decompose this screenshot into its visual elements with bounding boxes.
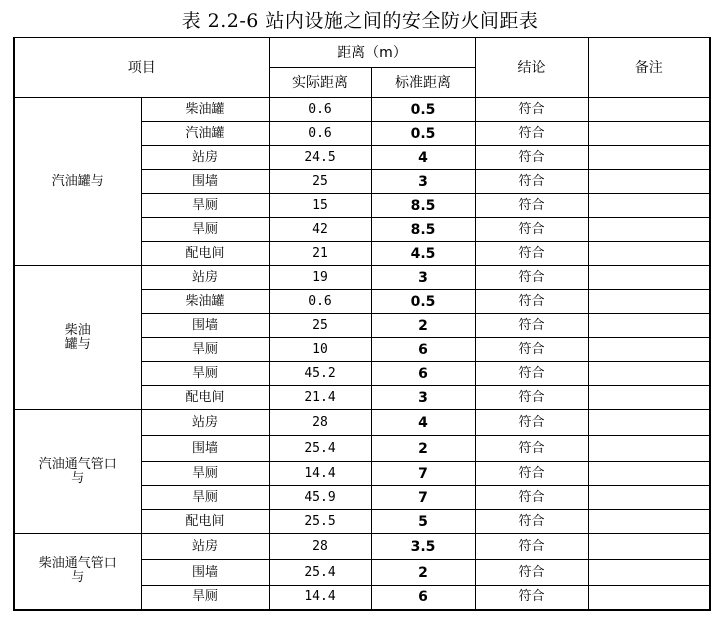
standard-distance-cell: 6 (371, 362, 475, 386)
standard-distance-cell: 7 (371, 462, 475, 486)
facility-cell: 旱厕 (141, 462, 269, 486)
conclusion-cell: 符合 (475, 98, 588, 122)
header-actual-distance: 实际距离 (269, 68, 371, 98)
standard-distance-cell: 2 (371, 314, 475, 338)
facility-cell: 旱厕 (141, 194, 269, 218)
remark-cell (588, 242, 710, 266)
conclusion-cell: 符合 (475, 242, 588, 266)
conclusion-cell: 符合 (475, 338, 588, 362)
standard-distance-cell: 3 (371, 170, 475, 194)
actual-distance-cell: 25.4 (269, 560, 371, 586)
actual-distance-cell: 28 (269, 410, 371, 436)
actual-distance-cell: 24.5 (269, 146, 371, 170)
facility-cell: 站房 (141, 266, 269, 290)
header-remark: 备注 (588, 38, 710, 98)
standard-distance-cell: 0.5 (371, 122, 475, 146)
actual-distance-cell: 45.2 (269, 362, 371, 386)
remark-cell (588, 194, 710, 218)
remark-cell (588, 510, 710, 534)
remark-cell (588, 362, 710, 386)
standard-distance-cell: 4 (371, 146, 475, 170)
conclusion-cell: 符合 (475, 410, 588, 436)
header-item: 项目 (14, 38, 269, 98)
standard-distance-cell: 8.5 (371, 194, 475, 218)
conclusion-cell: 符合 (475, 436, 588, 462)
header-distance: 距离（m） (269, 38, 475, 68)
conclusion-cell: 符合 (475, 386, 588, 410)
facility-cell: 柴油罐 (141, 290, 269, 314)
actual-distance-cell: 25 (269, 170, 371, 194)
facility-cell: 柴油罐 (141, 98, 269, 122)
facility-cell: 围墙 (141, 436, 269, 462)
remark-cell (588, 290, 710, 314)
facility-cell: 配电间 (141, 242, 269, 266)
actual-distance-cell: 21.4 (269, 386, 371, 410)
actual-distance-cell: 0.6 (269, 122, 371, 146)
remark-cell (588, 218, 710, 242)
actual-distance-cell: 25 (269, 314, 371, 338)
facility-cell: 旱厕 (141, 218, 269, 242)
facility-cell: 旱厕 (141, 338, 269, 362)
remark-cell (588, 314, 710, 338)
standard-distance-cell: 0.5 (371, 290, 475, 314)
standard-distance-cell: 5 (371, 510, 475, 534)
facility-cell: 围墙 (141, 314, 269, 338)
group-label: 汽油通气管口 与 (14, 410, 141, 534)
table-row (14, 410, 710, 436)
conclusion-cell: 符合 (475, 510, 588, 534)
standard-distance-cell: 3 (371, 266, 475, 290)
actual-distance-cell: 21 (269, 242, 371, 266)
actual-distance-cell: 25.5 (269, 510, 371, 534)
actual-distance-cell: 19 (269, 266, 371, 290)
remark-cell (588, 586, 710, 610)
conclusion-cell: 符合 (475, 146, 588, 170)
facility-cell: 站房 (141, 146, 269, 170)
header-conclusion: 结论 (475, 38, 588, 98)
standard-distance-cell: 7 (371, 486, 475, 510)
actual-distance-cell: 0.6 (269, 290, 371, 314)
standard-distance-cell: 6 (371, 338, 475, 362)
standard-distance-cell: 2 (371, 436, 475, 462)
remark-cell (588, 462, 710, 486)
conclusion-cell: 符合 (475, 170, 588, 194)
remark-cell (588, 560, 710, 586)
remark-cell (588, 146, 710, 170)
facility-cell: 站房 (141, 410, 269, 436)
conclusion-cell: 符合 (475, 290, 588, 314)
facility-cell: 汽油罐 (141, 122, 269, 146)
actual-distance-cell: 25.4 (269, 436, 371, 462)
standard-distance-cell: 4.5 (371, 242, 475, 266)
actual-distance-cell: 14.4 (269, 586, 371, 610)
table-body (14, 98, 710, 610)
standard-distance-cell: 3 (371, 386, 475, 410)
conclusion-cell: 符合 (475, 462, 588, 486)
facility-cell: 站房 (141, 534, 269, 560)
conclusion-cell: 符合 (475, 560, 588, 586)
conclusion-cell: 符合 (475, 122, 588, 146)
standard-distance-cell: 2 (371, 560, 475, 586)
standard-distance-cell: 4 (371, 410, 475, 436)
remark-cell (588, 386, 710, 410)
facility-cell: 旱厕 (141, 486, 269, 510)
group-label: 柴油通气管口 与 (14, 534, 141, 610)
conclusion-cell: 符合 (475, 362, 588, 386)
standard-distance-cell: 8.5 (371, 218, 475, 242)
actual-distance-cell: 0.6 (269, 98, 371, 122)
actual-distance-cell: 10 (269, 338, 371, 362)
standard-distance-cell: 6 (371, 586, 475, 610)
facility-cell: 配电间 (141, 386, 269, 410)
conclusion-cell: 符合 (475, 486, 588, 510)
conclusion-cell: 符合 (475, 586, 588, 610)
actual-distance-cell: 42 (269, 218, 371, 242)
conclusion-cell: 符合 (475, 534, 588, 560)
standard-distance-cell: 0.5 (371, 98, 475, 122)
table-row (14, 266, 710, 290)
facility-cell: 配电间 (141, 510, 269, 534)
remark-cell (588, 266, 710, 290)
remark-cell (588, 98, 710, 122)
conclusion-cell: 符合 (475, 194, 588, 218)
remark-cell (588, 486, 710, 510)
remark-cell (588, 534, 710, 560)
header-standard-distance: 标准距离 (371, 68, 475, 98)
remark-cell (588, 170, 710, 194)
facility-cell: 旱厕 (141, 362, 269, 386)
conclusion-cell: 符合 (475, 314, 588, 338)
actual-distance-cell: 14.4 (269, 462, 371, 486)
facility-cell: 围墙 (141, 170, 269, 194)
table-title: 表 2.2-6 站内设施之间的安全防火间距表 (181, 10, 539, 32)
group-label: 汽油罐与 (14, 98, 141, 266)
remark-cell (588, 122, 710, 146)
group-label: 柴油 罐与 (14, 266, 141, 410)
table-row (14, 534, 710, 560)
conclusion-cell: 符合 (475, 218, 588, 242)
actual-distance-cell: 15 (269, 194, 371, 218)
facility-cell: 围墙 (141, 560, 269, 586)
actual-distance-cell: 28 (269, 534, 371, 560)
remark-cell (588, 410, 710, 436)
remark-cell (588, 338, 710, 362)
table-row (14, 98, 710, 122)
fire-distance-table (13, 37, 711, 611)
conclusion-cell: 符合 (475, 266, 588, 290)
standard-distance-cell: 3.5 (371, 534, 475, 560)
remark-cell (588, 436, 710, 462)
facility-cell: 旱厕 (141, 586, 269, 610)
actual-distance-cell: 45.9 (269, 486, 371, 510)
